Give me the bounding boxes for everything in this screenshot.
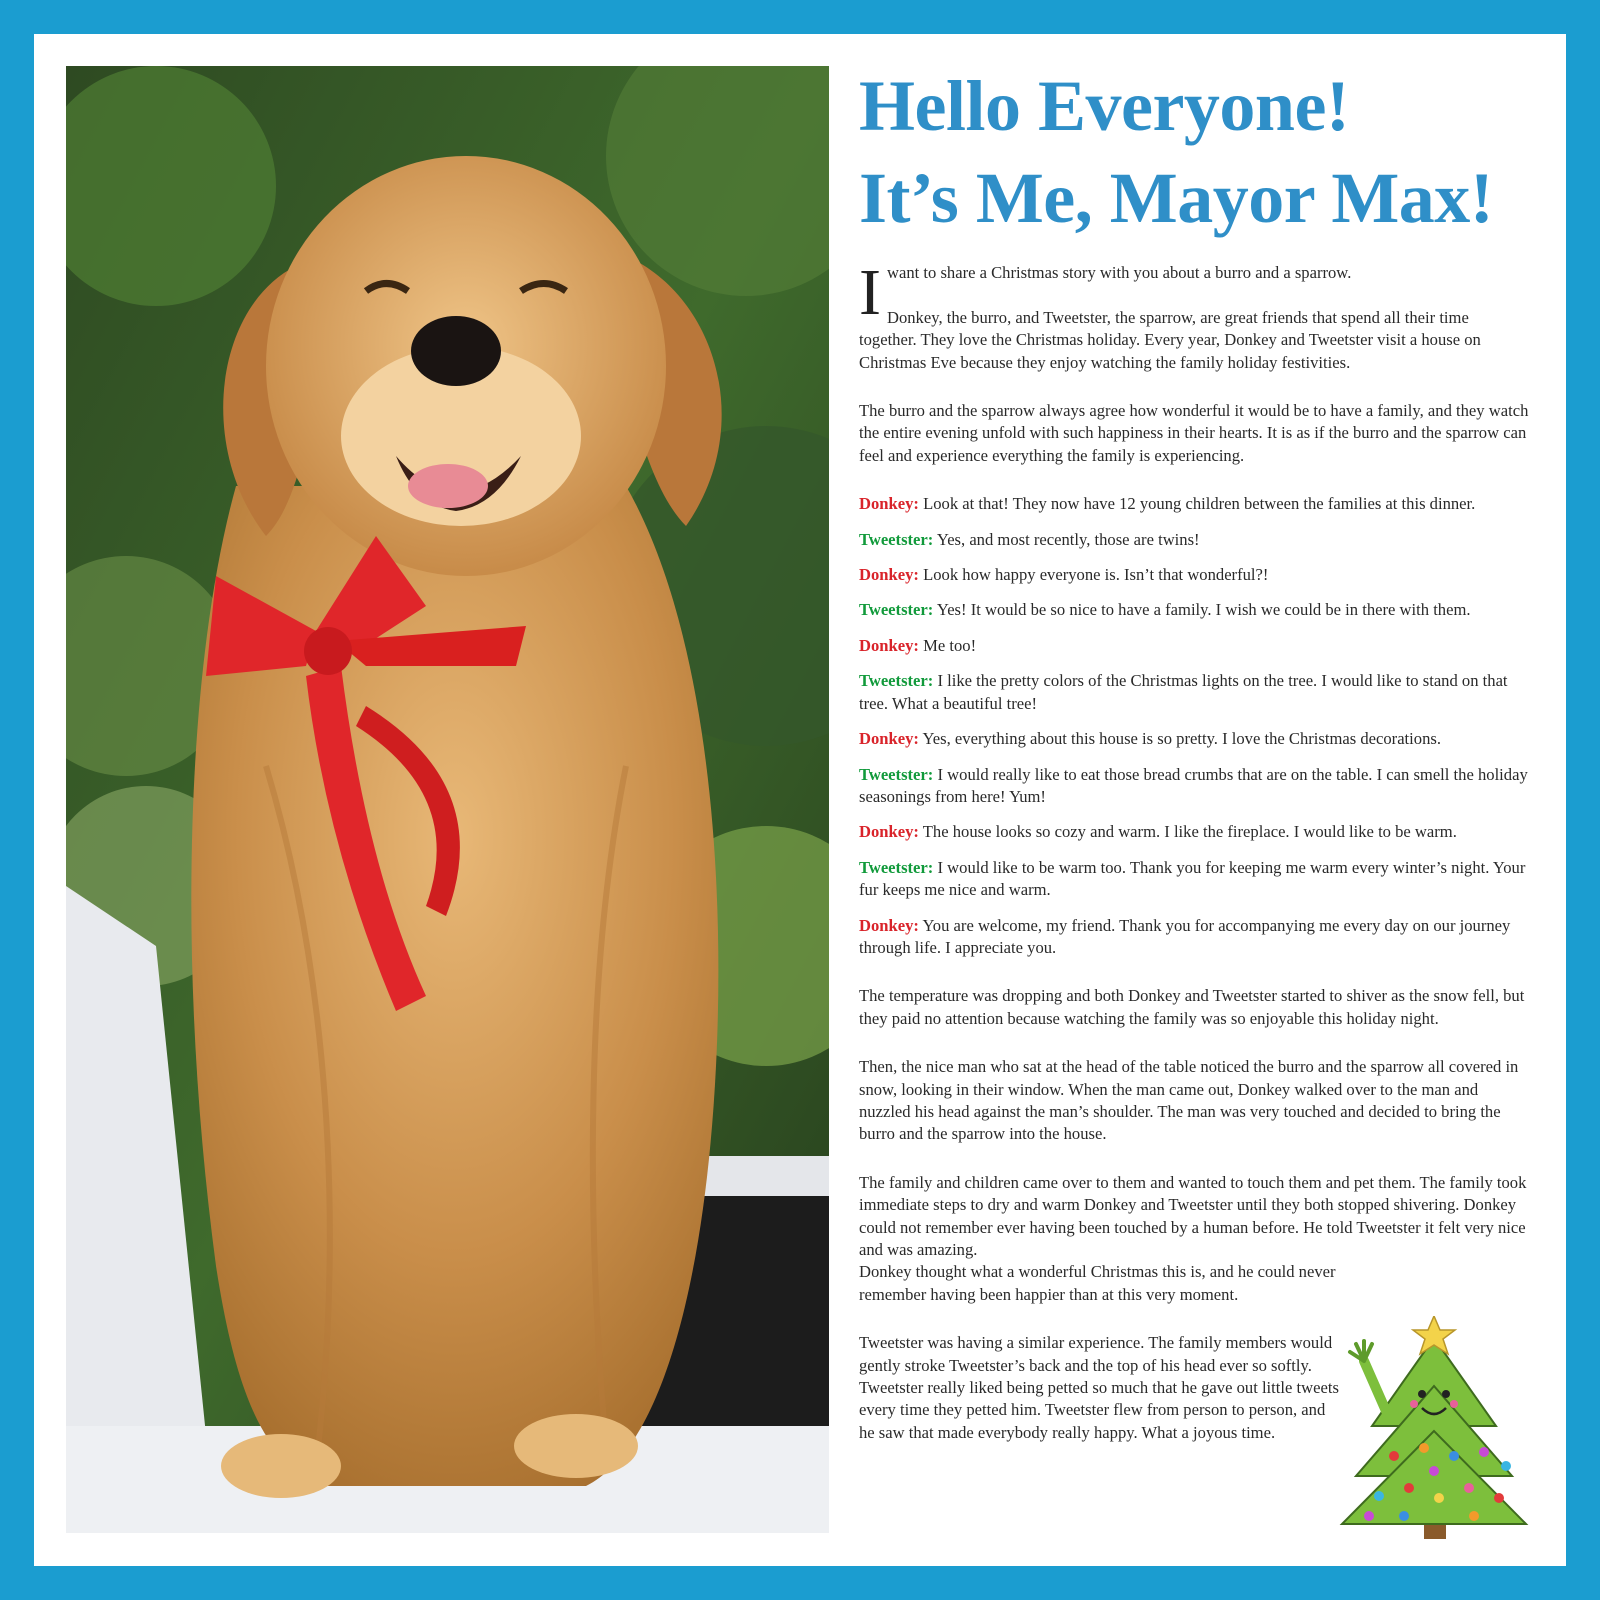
paragraph-3: The burro and the sparrow always agree how wonderful it would be to have a family, and they watch the entire evening unfold with such happiness in their hearts. It is as if the burro and the sparrow can feel and experience everything the family is experiencing. <box>859 401 1529 465</box>
page <box>34 34 1566 1566</box>
dialogue-text: I would like to be warm too. Thank you for keeping me warm every winter’s night. Your fur keeps me nice and warm. <box>859 857 1526 900</box>
paragraph-6b: Donkey thought what a wonderful Christmas this is, and he could never remember having been happier than at this very moment. <box>859 1262 1336 1304</box>
story-body <box>859 256 1529 1444</box>
dialogue-line <box>859 599 1529 621</box>
dialogue-line <box>859 670 1529 715</box>
paragraph-5: Then, the nice man who sat at the head of the table noticed the burro and the sparrow all covered in snow, looking in their window. When the man came out, Donkey walked over to the man and nuzzled his head against the man’s shoulder. The man was very touched and decided to bring the burro and the sparrow into the house. <box>859 1057 1519 1144</box>
speaker-donkey: Donkey: <box>859 729 919 749</box>
dog-photo <box>66 66 829 1533</box>
page-title <box>859 60 1529 244</box>
golden-retriever-photo <box>66 66 829 1533</box>
dialogue-text: Look how happy everyone is. Isn’t that wonderful?! <box>923 565 1269 585</box>
dialogue-text: The house looks so cozy and warm. I like the fireplace. I would like to be warm. <box>922 822 1457 842</box>
dialogue-text: Yes, everything about this house is so pretty. I love the Christmas decorations. <box>922 729 1441 749</box>
drop-cap: I <box>859 256 881 329</box>
intro-paragraph <box>859 256 1529 374</box>
dialogue-line <box>859 821 1529 843</box>
paragraph-6 <box>859 1172 1529 1306</box>
speaker-tweetster: Tweetster: <box>859 600 934 620</box>
dialogue-text: You are welcome, my friend. Thank you for accompanying me every day on our journey through life. I appreciate you. <box>859 915 1511 957</box>
speaker-tweetster: Tweetster: <box>859 857 934 877</box>
dialogue-line <box>859 529 1529 551</box>
speaker-tweetster: Tweetster: <box>859 529 934 549</box>
paragraph-7: Tweetster was having a similar experience. The family members would gently stroke Tweetster’s back and the top of his head ever so softly. Tweetster really liked being petted so much that he gave out little tweets every time they petted him. Tweetster flew from person to person, and he saw that made everybody really happy. What a joyous time. <box>859 1333 1339 1442</box>
dialogue-text: Look at that! They now have 12 young children between the families at this dinner. <box>918 494 1476 514</box>
christmas-tree-icon <box>1334 1316 1534 1546</box>
tree-drawing <box>1334 1316 1534 1546</box>
speaker-donkey: Donkey: <box>859 822 919 842</box>
dialogue-line <box>859 915 1529 960</box>
speaker-donkey: Donkey: <box>859 494 919 514</box>
intro-line-1: want to share a Christmas story with you about a burro and a sparrow. <box>886 263 1352 282</box>
paragraph-4: The temperature was dropping and both Donkey and Tweetster started to shiver as the snow fell, but they paid no attention because watching the family was so enjoyable this holiday night. <box>859 986 1525 1028</box>
intro-paragraph-2: Donkey, the burro, and Tweetster, the sparrow, are great friends that spend all their time together. They love the Christmas holiday. Every year, Donkey and Tweetster visit a house on Christmas Eve because they enjoy watching the family holiday festivities. <box>859 307 1481 372</box>
dialogue-text: Yes! It would be so nice to have a family. I wish we could be in there with them. <box>936 600 1471 620</box>
dialogue-text: I would really like to eat those bread crumbs that are on the table. I can smell the holiday seasonings from here! Yum! <box>859 764 1528 806</box>
dialogue-line <box>859 728 1529 750</box>
speaker-tweetster: Tweetster: <box>859 671 934 691</box>
dialogue-line <box>859 764 1529 809</box>
dialogue-line <box>859 564 1529 586</box>
title-line-2: It’s Me, Mayor Max! <box>859 158 1494 238</box>
dialogue-text: Me too! <box>923 635 977 655</box>
dialogue-text: I like the pretty colors of the Christmas lights on the tree. I would like to stand on that tree. What a beautiful tree! <box>859 671 1508 713</box>
dialogue-line <box>859 857 1529 902</box>
paragraph-6a: The family and children came over to them and wanted to touch them and pet them. The family took immediate steps to dry and warm Donkey and Tweetster until they both stopped shivering. Donkey could not remember ever having been touched by a human before. He told Tweetster it felt very nice and was amazing. <box>859 1172 1527 1259</box>
dialogue-line <box>859 635 1529 657</box>
dialogue-text: Yes, and most recently, those are twins! <box>936 529 1200 549</box>
title-line-1: Hello Everyone! <box>859 66 1350 146</box>
speaker-donkey: Donkey: <box>859 915 919 935</box>
speaker-tweetster: Tweetster: <box>859 764 934 784</box>
dialogue-line <box>859 493 1529 515</box>
speaker-donkey: Donkey: <box>859 635 919 655</box>
speaker-donkey: Donkey: <box>859 565 919 585</box>
